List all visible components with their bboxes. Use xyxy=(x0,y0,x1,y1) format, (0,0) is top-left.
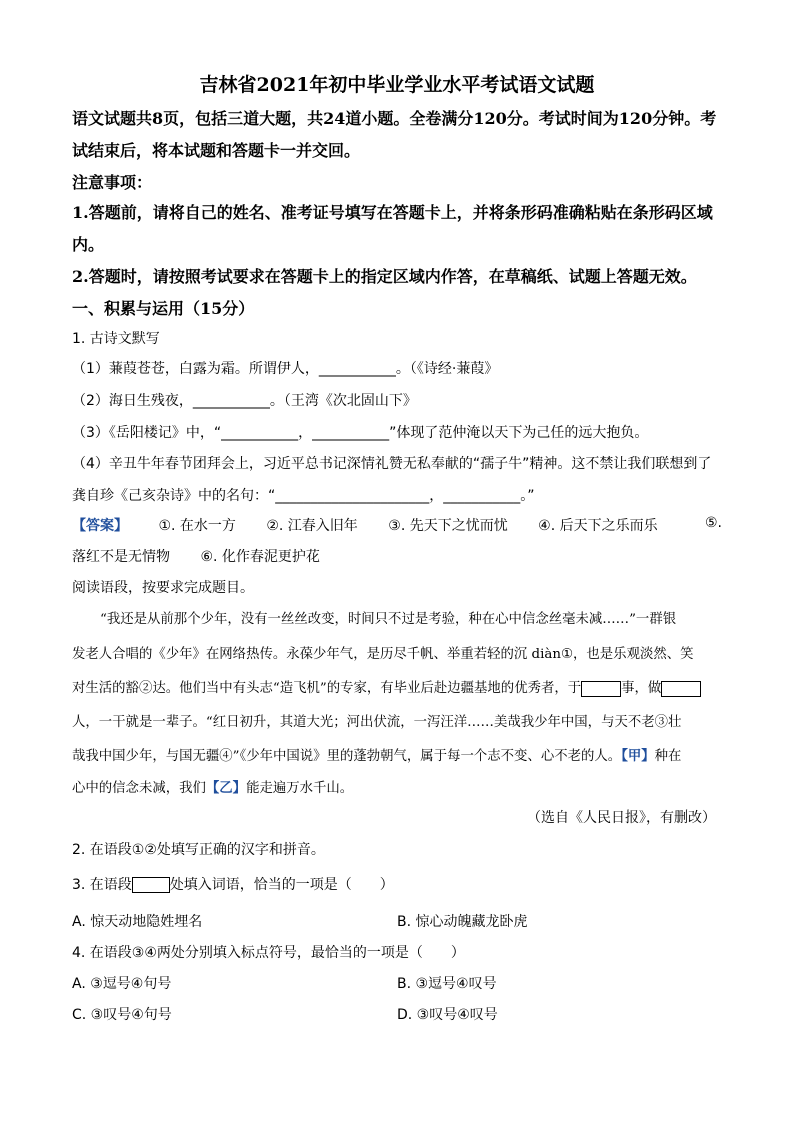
q4-option-c: C. ③叹号④句号 xyxy=(72,1007,172,1023)
q3-stem-b: 处填入词语，恰当的一项是（ ） xyxy=(169,877,394,893)
q2-stem: 2. 在语段①②处填写正确的汉字和拼音。 xyxy=(72,842,325,858)
q1-part-4: （4）辛丑牛年春节团拜会上，习近平总书记深情礼赞无私奉献的“孺子牛”精神。这不禁让我们联想到了 xyxy=(72,456,712,472)
q3-option-b: B. 惊心动魄藏龙卧虎 xyxy=(397,914,528,930)
q3-option-a: A. 惊天动地隐姓埋名 xyxy=(72,914,203,930)
answer-6: ⑥. 化作春泥更护花 xyxy=(200,549,320,565)
q4-stem: 4. 在语段③④两处分别填入标点符号，最恰当的一项是（ ） xyxy=(72,945,465,961)
answer-row xyxy=(72,515,658,535)
intro-line-2: 试结束后，将本试题和答题卡一并交回。 xyxy=(72,141,361,160)
q4-option-b: B. ③逗号④叹号 xyxy=(397,976,497,992)
q1-part-2: （2）海日生残夜，___________。（王湾《次北固山下》 xyxy=(72,393,417,409)
blank-box-1 xyxy=(581,681,621,697)
marker-jia: 【甲】 xyxy=(621,748,655,764)
intro-line-1: 语文试题共8页，包括三道大题，共24道小题。全卷满分120分。考试时间为120分钟。考 xyxy=(72,109,717,128)
notes-item-1: 1.答题前，请将自己的姓名、准考证号填写在答题卡上，并将条形码准确粘贴在条形码区域 xyxy=(72,203,713,222)
reading-line-1: “我还是从前那个少年，没有一丝丝改变，时间只不过是考验，种在心中信念丝毫未减……”一群银 xyxy=(100,612,677,627)
answer-1: ①. 在水一方 xyxy=(158,518,236,534)
reading-line-3 xyxy=(72,677,701,697)
q1-part-4-cont: 龚自珍《己亥杂诗》中的名句：“______________________，___________。” xyxy=(72,488,535,504)
notes-item-1-cont: 内。 xyxy=(72,235,105,254)
reading-line-5b: 种在 xyxy=(654,749,682,764)
marker-yi: 【乙】 xyxy=(205,780,247,796)
answer-label: 【答案】 xyxy=(72,518,128,534)
blank-box-q3 xyxy=(132,877,170,893)
answer-row-2 xyxy=(72,546,320,566)
page-title: 吉林省2021年初中毕业学业水平考试语文试题 xyxy=(199,74,595,96)
reading-line-4: 人，一干就是一辈子。“红日初升，其道大光；河出伏流，一泻汪洋……美哉我少年中国，与天不老③壮 xyxy=(72,715,682,730)
reading-instruction: 阅读语段，按要求完成题目。 xyxy=(72,580,254,596)
q4-option-a: A. ③逗号④句号 xyxy=(72,976,172,992)
notes-heading: 注意事项： xyxy=(72,173,153,192)
q3-stem-a: 3. 在语段 xyxy=(72,877,132,893)
reading-line-6 xyxy=(72,777,353,796)
reading-line-3a: 对生活的豁②达。他们当中有头志“造飞机”的专家，有毕业后赴边疆基地的优秀者，于 xyxy=(72,681,582,696)
answer-5-mark: ⑤. xyxy=(704,515,722,531)
answer-3: ③. 先天下之忧而忧 xyxy=(388,518,508,534)
notes-item-2: 2.答题时，请按照考试要求在答题卡上的指定区域内作答，在草稿纸、试题上答题无效。 xyxy=(72,267,697,286)
reading-line-5 xyxy=(72,745,681,764)
blank-box-2 xyxy=(661,681,701,697)
reading-line-3b: 事，做 xyxy=(621,681,662,696)
reading-source: （选自《人民日报》，有删改） xyxy=(527,810,716,826)
answer-5: 落红不是无情物 xyxy=(72,549,170,565)
section-heading: 一、积累与运用（15分） xyxy=(72,299,255,318)
q4-option-d: D. ③叹号④叹号 xyxy=(397,1007,498,1023)
q1-part-1: （1）蒹葭苍苍，白露为霜。所谓伊人，___________。（《诗经·蒹葭》 xyxy=(72,361,499,377)
reading-line-2: 发老人合唱的《少年》在网络热传。永葆少年气，是历尽千帆、举重若轻的沉 diàn①，也是乐观淡然、笑 xyxy=(72,647,694,662)
answer-4: ④. 后天下之乐而乐 xyxy=(538,518,658,534)
q3-stem xyxy=(72,874,394,894)
reading-line-5a: 哉我中国少年，与国无疆④”《少年中国说》里的蓬勃朝气，属于每一个志不变、心不老的人。 xyxy=(72,749,622,764)
q1-stem: 1. 古诗文默写 xyxy=(72,331,160,347)
q1-part-3: （3）《岳阳楼记》中，“___________，___________”体现了范仲淹以天下为己任的远大抱负。 xyxy=(72,425,649,441)
answer-2: ②. 江春入旧年 xyxy=(266,518,358,534)
reading-line-6b: 能走遍万水千山。 xyxy=(246,781,354,796)
reading-line-6a: 心中的信念未减，我们 xyxy=(72,781,206,796)
